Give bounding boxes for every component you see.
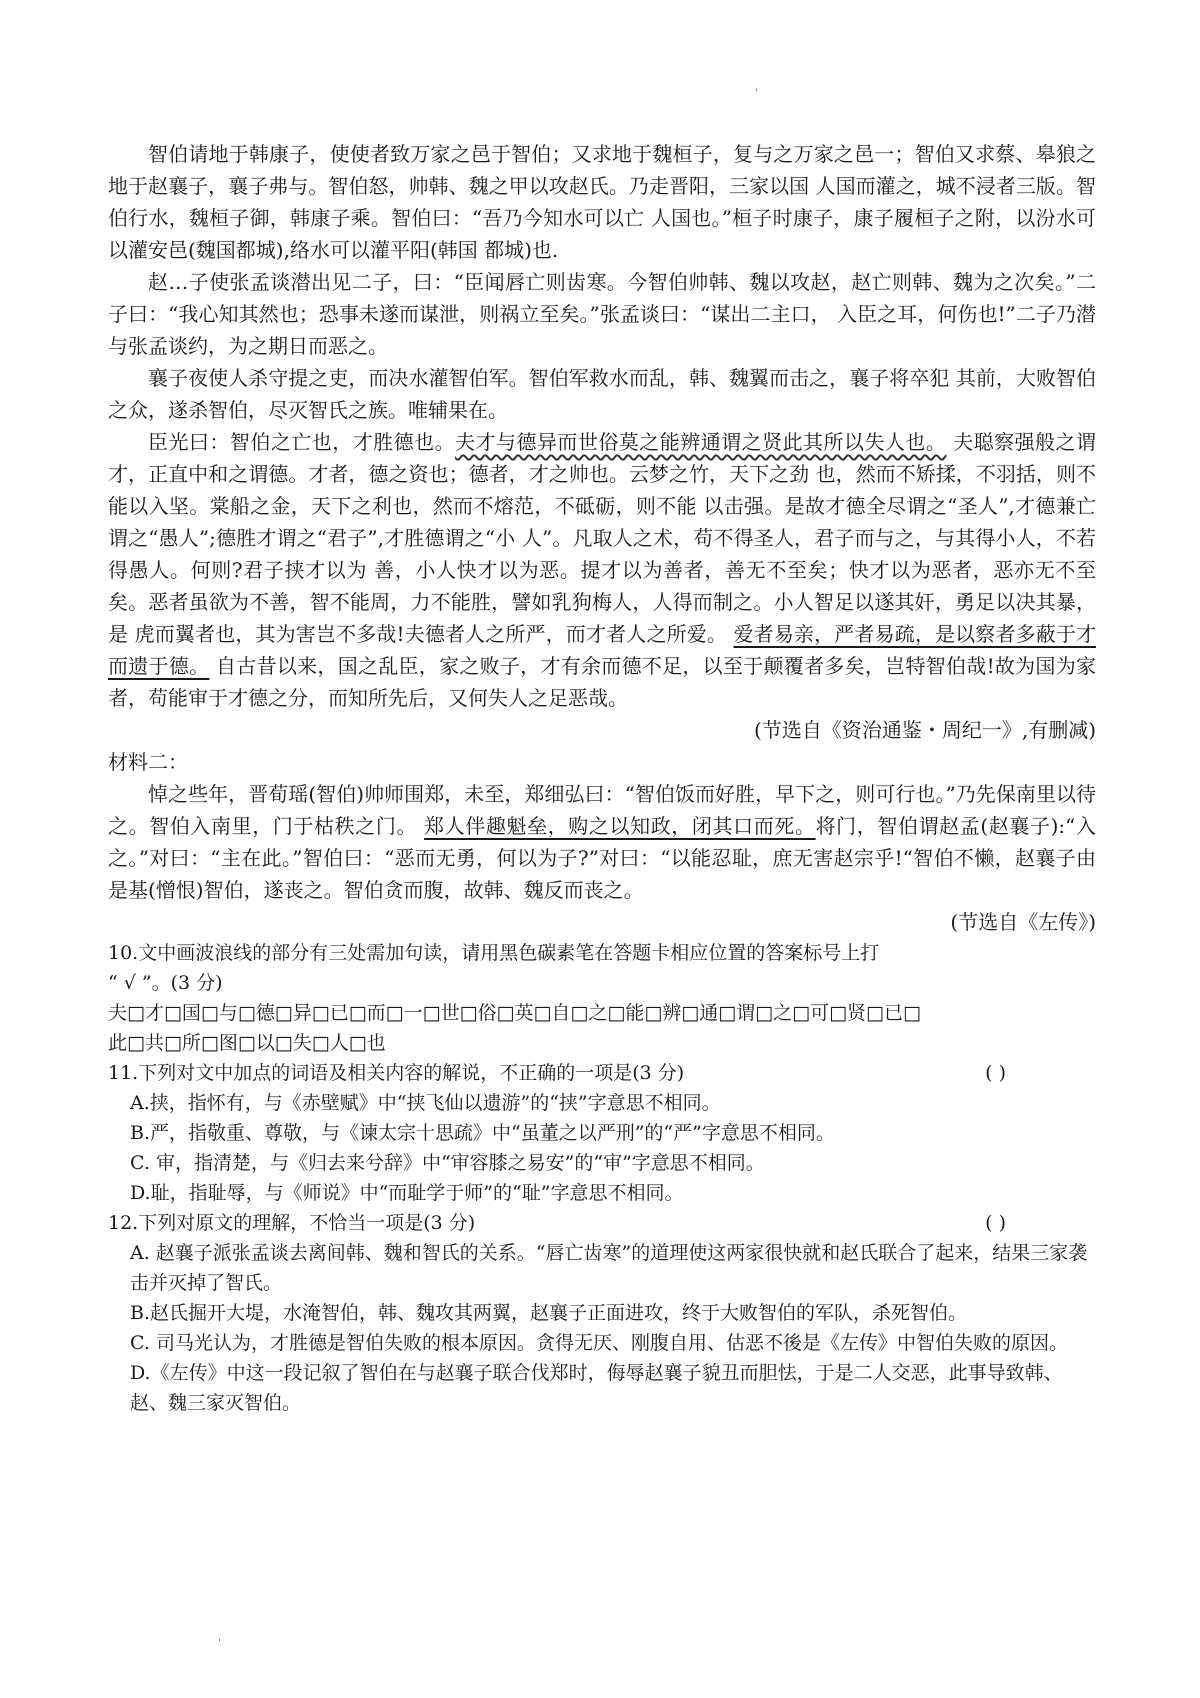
question-11-stem bbox=[108, 1058, 1096, 1088]
passage-two bbox=[108, 746, 1096, 938]
option-b: B.赵氏掘开大堤，水淹智伯，韩、魏攻其两翼，赵襄子正面进攻，终于大败智伯的军队，杀死智伯。 bbox=[130, 1302, 968, 1324]
exam-body bbox=[108, 138, 1096, 1418]
material-two-paragraph bbox=[108, 778, 1096, 906]
option-d: D.耻，指耻辱，与《师说》中“而耻学于师”的“耻”字意思不相同。 bbox=[130, 1182, 684, 1204]
passage-one bbox=[108, 138, 1096, 746]
answer-parentheses: ( ) bbox=[985, 1212, 1006, 1234]
material-two-heading: 材料二： bbox=[108, 750, 188, 774]
option-a: A.挟，指怀有，与《赤壁赋》中“挟飞仙以遗游”的“挟”字意思不相同。 bbox=[130, 1092, 721, 1114]
punctuation-options-line-2: 此□共□所□图□以□失□人□也 bbox=[108, 1032, 386, 1054]
question-11-text: 11.下列对文中加点的词语及相关内容的解说，不正确的一项是(3 分) bbox=[108, 1062, 685, 1084]
underlined-sentence: 爱者易亲，严者易疏，是以察者多蔽于才而遗于德。 bbox=[108, 622, 1096, 678]
passage-paragraph-4 bbox=[108, 426, 1096, 714]
option-c: C. 司马光认为，才胜德是智伯失败的根本原因。贪得无厌、刚腹自用、估恶不後是《左传》中智伯失败的原因。 bbox=[130, 1332, 1068, 1354]
commentary-end: 自古昔以来，国之乱臣，家之败子，才有余而德不足，以至于颠覆者多矣，岂特智伯哉!故为国为家者，苟能审于才德之分，而知所先后，又何失人之足恶哉。 bbox=[108, 654, 1096, 710]
question-10-stem-mark: “ √ ”。(3 分) bbox=[108, 972, 223, 994]
question-12-text: 12.下列对原文的理解，不恰当一项是(3 分) bbox=[108, 1212, 476, 1234]
material-two-opening: 悼之些年，晋荀瑶(智伯)帅师围郑，未至，郑细弘曰：“智伯饭而好胜，早下之，则可行也。”乃先保南里以待之。智伯入南里，门于枯秩之门。 bbox=[108, 782, 1096, 838]
option-a: A. 赵襄子派张孟谈去离间韩、魏和智氏的关系。“唇亡齿寒”的道理使这两家很快就和赵氏联合了起来，结果三家袭击并灭掉了智氏。 bbox=[130, 1242, 1088, 1294]
passage-paragraph-3: 襄子夜使人杀守提之吏，而决水灌智伯军。智伯军救水而乱，韩、魏翼而击之，襄子将卒犯 其前，大败智伯之众，遂杀智伯，尽灭智氏之族。唯辅果在。 bbox=[108, 366, 1096, 422]
commentary-middle: 夫聪察强般之谓才，正直中和之谓德。才者，德之资也；德者，才之帅也。云梦之竹，天下之劲 也，然而不矫揉，不羽括，则不能以入坚。棠船之金，天下之利也，然而不熔范，不砥砺，则不能 以击强。是故才德全尽谓之“圣人”,才德兼亡谓之“愚人”;德胜才谓之“君子”,才胜德谓之“小 人”。凡取人之术，苟不得圣人，君子而与之，与其得小人，不若得愚人。何则?君子挟才以为 善，小人快才以为恶。提才以为善者，善无不至矣；快才以为恶者，恶亦无不至矣。恶者虽欲为不善，智不能周，力不能胜，譬如乳狗梅人，人得而制之。小人智足以遂其奸，勇足以决其暴，是 虎而翼者也，其为害岂不多哉!夫德者人之所严，而才者人之所爱。 bbox=[108, 430, 1097, 646]
question-10-stem: 10.文中画波浪线的部分有三处需加句读，请用黑色碳素笔在答题卡相应位置的答案标号上打 bbox=[108, 942, 880, 964]
material-two-underlined-sentence: 郑人伴趣魁垒，购之以知政，闭其口而死。 bbox=[424, 814, 816, 838]
passage-one-source: (节选自《资治通鉴・周纪一》,有删减) bbox=[754, 718, 1096, 742]
material-two-rest: 将门，智伯谓赵孟(赵襄子):“入之。”对曰：“主在此。”智伯曰：“恶而无勇，何以为子?”对曰：“以能忍耻，庶无害赵宗乎!“智伯不懒，赵襄子由是基(憎恨)智伯，遂丧之。智伯贪而腹，故韩、魏反而丧之。 bbox=[108, 814, 1097, 902]
wavy-underlined-sentence: 夫才与德异而世俗莫之能辨通谓之贤此其所以失人也。 bbox=[455, 430, 947, 454]
passage-two-source: (节选自《左传》) bbox=[950, 910, 1096, 934]
question-11 bbox=[108, 1058, 1096, 1208]
answer-parentheses: ( ) bbox=[985, 1062, 1006, 1084]
commentary-opening: 臣光曰：智伯之亡也，才胜德也。 bbox=[148, 430, 456, 454]
scan-mark: ' bbox=[755, 88, 758, 99]
passage-paragraph-2: 赵…子使张孟谈潜出见二子，曰：“臣闻唇亡则齿寒。今智伯帅韩、魏以攻赵，赵亡则韩、魏为之次矣。”二子曰：“我心知其然也；恐事未遂而谋泄，则祸立至矣。”张孟谈曰：“谋出二主口， 入臣之耳，何伤也!”二子乃潜与张孟谈约，为之期日而恶之。 bbox=[108, 270, 1096, 358]
question-12-stem bbox=[108, 1208, 1096, 1238]
question-12 bbox=[108, 1208, 1096, 1418]
question-10 bbox=[108, 938, 1096, 1058]
option-b: B.严，指敬重、尊敬，与《谏太宗十思疏》中“虽董之以严刑”的“严”字意思不相同。 bbox=[130, 1122, 835, 1144]
option-d: D.《左传》中这一段记叙了智伯在与赵襄子联合伐郑时，侮辱赵襄子貌丑而胆怯，于是二人交恶，此事导致韩、赵、魏三家灭智伯。 bbox=[130, 1362, 1063, 1414]
punctuation-options-line-1: 夫□才□国□与□德□异□已□而□一□世□俗□英□自□之□能□辨□通□谓□之□可□贤□已□ bbox=[108, 1002, 921, 1024]
option-c: C. 审，指清楚，与《归去来兮辞》中“审容膝之易安”的“审”字意思不相同。 bbox=[130, 1152, 765, 1174]
scan-mark: ' bbox=[218, 1638, 221, 1649]
passage-paragraph-1: 智伯请地于韩康子，使使者致万家之邑于智伯；又求地于魏桓子，复与之万家之邑一；智伯又求蔡、皋狼之地于赵襄子，襄子弗与。智伯怒，帅韩、魏之甲以攻赵氏。乃走晋阳，三家以国 人国而灌之，城不浸者三版。智伯行水，魏桓子御，韩康子乘。智伯曰：“吾乃今知水可以亡 人国也。”桓子时康子，康子履桓子之附，以汾水可以灌安邑(魏国都城),络水可以灌平阳(韩国 都城)也. bbox=[108, 142, 1096, 262]
